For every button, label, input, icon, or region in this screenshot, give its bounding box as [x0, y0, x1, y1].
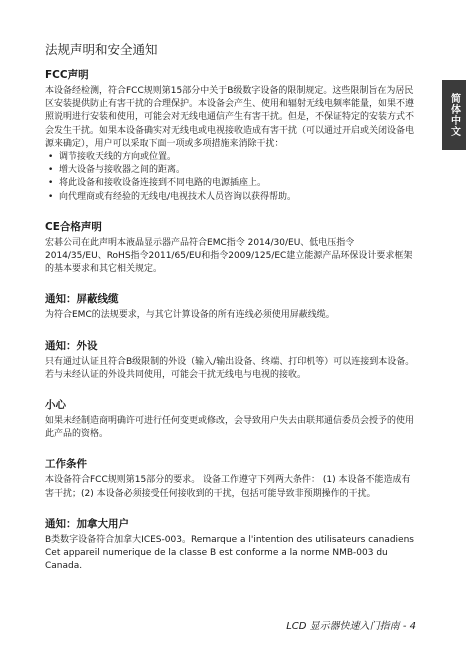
section-heading: 工作条件 [45, 458, 87, 471]
page-content [45, 40, 415, 589]
section-heading: FCC声明 [45, 69, 89, 81]
language-tab [442, 80, 466, 150]
list-item: • 增大设备与接收器之间的距离。 [45, 164, 415, 177]
section-fcc [45, 68, 415, 204]
section-body: 本设备经检测，符合FCC规则第15部分中关于B级数字设备的限制规定。这些限制旨在为居民区安装提供防止有害干扰的合理保护。本设备会产生、使用和辐射无线电频率能量，如果不遵照说明进行安装和使用，可能会对无线电通信产生有害干扰。但是，不保证特定的安装方式不会发生干扰。如果本设备确实对无线电或电视接收造成有害干扰（可以通过开启或关闭设备电源来确定），用户可以采取下面一项或多项措施来消除干扰： [45, 86, 415, 149]
page-footer: LCD 显示器快速入门指南 - 4 [286, 621, 416, 632]
section-peripherals [45, 339, 415, 382]
section-body: 如果未经制造商明确许可进行任何变更或修改，会导致用户失去由联邦通信委员会授予的使用此产品的资格。 [45, 416, 415, 440]
section-body: 为符合EMC的法规要求，与其它计算设备的所有连线必须使用屏蔽线缆。 [45, 310, 335, 321]
section-heading: 通知：屏蔽线缆 [45, 293, 119, 306]
interference-measures-list [45, 151, 415, 204]
section-body: 只有通过认证且符合B级限制的外设（输入/输出设备、终端、打印机等）可以连接到本设备。 若与未经认证的外设共同使用，可能会干扰无线电与电视的接收。 [45, 356, 415, 380]
section-body: 宏碁公司在此声明本液晶显示器产品符合EMC指令 2014/30/EU、低电压指令2014/35/EU、RoHS指令2011/65/EU和指令2009/125/EC建立能源产品环保设计要求框架的基本要求和其它相关规定。 [45, 237, 413, 275]
section-heading: 通知：加拿大用户 [45, 517, 129, 530]
section-body: 本设备符合FCC规则第15部分的要求。 设备工作遵守下列两大条件： (1) 本设备不能造成有害干扰；(2) 本设备必须接受任何接收到的干扰，包括可能导致非预期操作的干扰。 [45, 475, 411, 499]
section-operating-conditions [45, 457, 415, 500]
section-heading: 小心 [45, 399, 66, 412]
section-caution [45, 398, 415, 441]
section-shielded-cables [45, 292, 415, 322]
list-item: • 向代理商或有经验的无线电/电视技术人员咨询以获得帮助。 [45, 191, 415, 204]
page-title: 法规声明和安全通知 [45, 42, 158, 57]
section-heading: 通知：外设 [45, 339, 98, 352]
section-canada [45, 517, 415, 574]
section-body: B类数字设备符合加拿大ICES-003。Remarque a l'intention des utilisateurs canadiens Cet appareil numerique de la classe B est conforme a la norme NMB-003 du Canada. [45, 534, 414, 572]
language-tab-label: 简体中文 [448, 93, 460, 137]
list-item: • 调节接收天线的方向或位置。 [45, 151, 415, 164]
section-heading: CE合格声明 [45, 220, 102, 233]
list-item: • 将此设备和接收设备连接到不同电路的电源插座上。 [45, 177, 415, 190]
section-ce [45, 220, 415, 277]
